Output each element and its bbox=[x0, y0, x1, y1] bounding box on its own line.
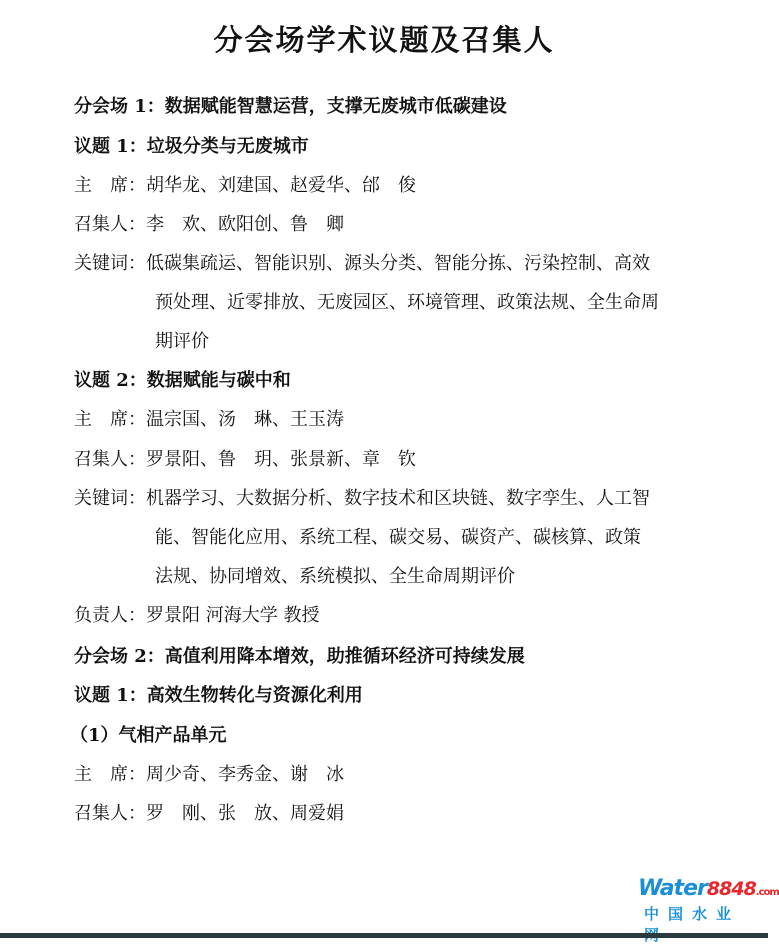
session-2-topic-1-conveners: 召集人：罗 刚、张 放、周爱娟 bbox=[74, 803, 344, 824]
session-2-topic-1-chairs: 主 席：周少奇、李秀金、谢 冰 bbox=[74, 764, 344, 785]
logo-brand-prefix: Water bbox=[638, 876, 707, 901]
logo-chinese: 中国水业 bbox=[644, 905, 741, 923]
gas-product-unit-heading: （1）气相产品单元 bbox=[70, 725, 227, 746]
topic-2-responsible: 负责人：罗景阳 河海大学 教授 bbox=[74, 605, 320, 626]
bottom-bar bbox=[0, 933, 768, 938]
topic-1-heading: 议题 1：垃圾分类与无废城市 bbox=[74, 136, 309, 157]
topic-1-keywords-cont-1: 预处理、近零排放、无废园区、环境管理、政策法规、全生命周 bbox=[155, 292, 659, 313]
session-2-heading: 分会场 2：高值利用降本增效，助推循环经济可持续发展 bbox=[74, 646, 525, 667]
session-2-topic-1-heading: 议题 1：高效生物转化与资源化利用 bbox=[74, 685, 363, 706]
session-1-heading: 分会场 1：数据赋能智慧运营，支撑无废城市低碳建设 bbox=[74, 96, 507, 117]
logo-brand bbox=[638, 876, 779, 901]
topic-2-heading: 议题 2：数据赋能与碳中和 bbox=[74, 370, 291, 391]
logo-brand-number: 8848 bbox=[706, 878, 756, 900]
topic-2-chairs: 主 席：温宗国、汤 琳、王玉涛 bbox=[74, 409, 344, 430]
page-title: 分会场学术议题及召集人 bbox=[213, 23, 555, 57]
topic-2-keywords: 关键词：机器学习、大数据分析、数字技术和区块链、数字孪生、人工智 bbox=[74, 488, 650, 509]
topic-1-keywords: 关键词：低碳集疏运、智能识别、源头分类、智能分拣、污染控制、高效 bbox=[74, 253, 650, 274]
topic-2-keywords-cont-1: 能、智能化应用、系统工程、碳交易、碳资产、碳核算、政策 bbox=[155, 527, 641, 548]
topic-1-conveners: 召集人：李 欢、欧阳创、鲁 卿 bbox=[74, 214, 344, 235]
water8848-logo bbox=[638, 876, 779, 924]
topic-1-chairs: 主 席：胡华龙、刘建国、赵爱华、邰 俊 bbox=[74, 175, 416, 196]
logo-brand-suffix: .com bbox=[755, 887, 779, 898]
topic-1-keywords-cont-2: 期评价 bbox=[155, 331, 209, 352]
topic-2-conveners: 召集人：罗景阳、鲁 玥、张景新、章 钦 bbox=[74, 449, 416, 470]
topic-2-keywords-cont-2: 法规、协同增效、系统模拟、全生命周期评价 bbox=[155, 566, 515, 587]
